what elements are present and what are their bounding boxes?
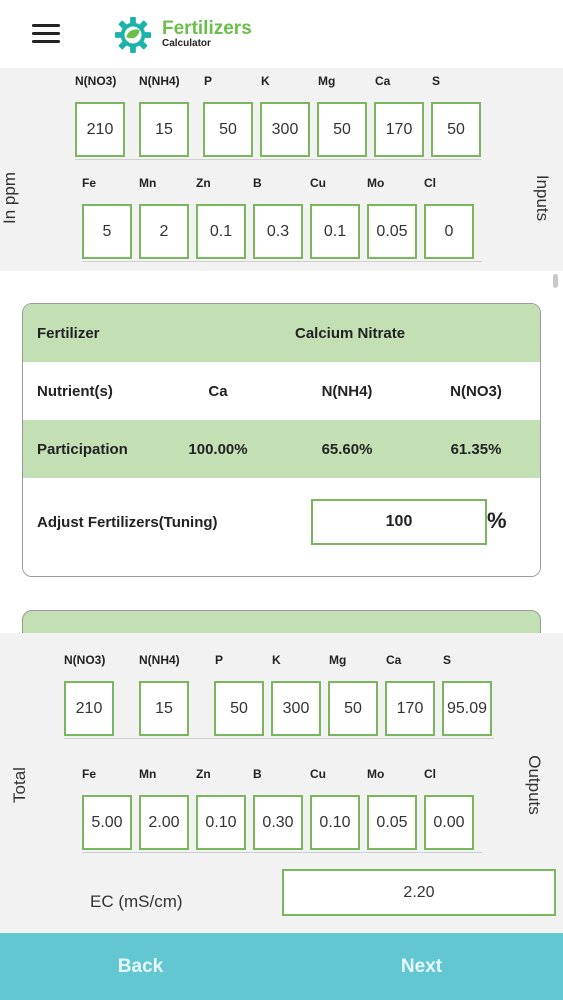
adjust-tuning-input[interactable]: 100 — [311, 499, 487, 545]
input-label-k: K — [261, 74, 270, 88]
participation-row — [23, 420, 540, 478]
participation-label: Participation — [37, 441, 128, 458]
output-mg-value: 50 — [328, 681, 378, 736]
input-label-zn: Zn — [196, 176, 211, 190]
nutrients-label: Nutrient(s) — [37, 383, 113, 400]
input-label-s: S — [432, 74, 441, 88]
output-label-k: K — [272, 653, 281, 667]
input-b-field[interactable]: 0.3 — [253, 204, 303, 259]
fertilizer-label: Fertilizer — [37, 325, 100, 342]
micro-row-divider — [82, 261, 482, 262]
scrollbar-thumb[interactable] — [553, 274, 558, 288]
output-macro-divider — [64, 738, 494, 739]
output-cu-value: 0.10 — [310, 795, 360, 850]
output-label-b: B — [253, 767, 262, 781]
app-title: Fertilizers — [162, 18, 252, 39]
input-no3-field[interactable]: 210 — [75, 102, 125, 157]
input-zn-field[interactable]: 0.1 — [196, 204, 246, 259]
participation-ca: 100.00% — [188, 441, 248, 458]
percent-sign: % — [487, 508, 507, 533]
input-fe-field[interactable]: 5 — [82, 204, 132, 259]
app-header — [0, 0, 563, 68]
nutrient-nh4: N(NH4) — [321, 383, 373, 400]
adjust-label: Adjust Fertilizers(Tuning) — [37, 514, 218, 531]
app-subtitle: Calculator — [162, 38, 211, 49]
input-cu-field[interactable]: 0.1 — [310, 204, 360, 259]
output-no3-value: 210 — [64, 681, 114, 736]
input-mg-field[interactable]: 50 — [317, 102, 367, 157]
output-label-fe: Fe — [82, 767, 97, 781]
input-ca-field[interactable]: 170 — [374, 102, 424, 157]
back-button[interactable]: Back — [117, 955, 164, 977]
footer-bar — [0, 933, 563, 1000]
output-micro-divider — [82, 852, 482, 853]
ec-label: EC (mS/cm) — [90, 892, 183, 911]
input-k-field[interactable]: 300 — [260, 102, 310, 157]
output-p-value: 50 — [214, 681, 264, 736]
inputs-label: Inputs — [533, 174, 553, 222]
input-s-field[interactable]: 50 — [431, 102, 481, 157]
menu-icon[interactable] — [32, 24, 60, 44]
input-label-b: B — [253, 176, 262, 190]
input-label-cl: Cl — [424, 176, 436, 190]
output-cl-value: 0.00 — [424, 795, 474, 850]
input-label-ca: Ca — [375, 74, 391, 88]
nutrients-row — [23, 362, 540, 420]
input-cl-field[interactable]: 0 — [424, 204, 474, 259]
input-mn-field[interactable]: 2 — [139, 204, 189, 259]
outputs-label: Outputs — [524, 755, 544, 815]
output-label-mg: Mg — [329, 653, 347, 667]
input-label-fe: Fe — [82, 176, 97, 190]
output-label-no3: N(NO3) — [64, 653, 106, 667]
output-k-value: 300 — [271, 681, 321, 736]
nutrient-ca: Ca — [208, 383, 228, 400]
input-label-p: P — [204, 74, 213, 88]
fertilizer-row — [23, 304, 540, 362]
next-button[interactable]: Next — [400, 955, 443, 977]
output-b-value: 0.30 — [253, 795, 303, 850]
inputs-panel — [0, 68, 563, 271]
output-mn-value: 2.00 — [139, 795, 189, 850]
input-label-mn: Mn — [139, 176, 157, 190]
in-ppm-label: In ppm — [0, 172, 19, 224]
input-mo-field[interactable]: 0.05 — [367, 204, 417, 259]
output-label-mo: Mo — [367, 767, 385, 781]
output-mo-value: 0.05 — [367, 795, 417, 850]
fertilizer-name: Calcium Nitrate — [295, 325, 406, 342]
fertilizer-card — [22, 303, 541, 577]
participation-nh4: 65.60% — [321, 441, 373, 458]
input-nh4-field[interactable]: 15 — [139, 102, 189, 157]
macro-row-divider — [75, 159, 481, 160]
gear-leaf-logo-icon — [114, 16, 152, 54]
total-label: Total — [9, 767, 29, 803]
input-label-mo: Mo — [367, 176, 385, 190]
output-label-nh4: N(NH4) — [139, 653, 180, 667]
input-label-no3: N(NO3) — [75, 74, 117, 88]
output-label-zn: Zn — [196, 767, 211, 781]
output-ca-value: 170 — [385, 681, 435, 736]
output-label-p: P — [215, 653, 224, 667]
nutrient-no3: N(NO3) — [450, 383, 502, 400]
ec-value: 2.20 — [282, 869, 556, 916]
input-p-field[interactable]: 50 — [203, 102, 253, 157]
output-nh4-value: 15 — [139, 681, 189, 736]
adjust-row — [23, 478, 540, 577]
output-label-cl: Cl — [424, 767, 436, 781]
input-label-cu: Cu — [310, 176, 326, 190]
participation-no3: 61.35% — [450, 441, 502, 458]
output-fe-value: 5.00 — [82, 795, 132, 850]
output-s-value: 95.09 — [442, 681, 492, 736]
output-label-s: S — [443, 653, 452, 667]
output-label-ca: Ca — [386, 653, 402, 667]
input-label-nh4: N(NH4) — [139, 74, 180, 88]
output-label-mn: Mn — [139, 767, 157, 781]
output-label-cu: Cu — [310, 767, 326, 781]
output-zn-value: 0.10 — [196, 795, 246, 850]
input-label-mg: Mg — [318, 74, 336, 88]
